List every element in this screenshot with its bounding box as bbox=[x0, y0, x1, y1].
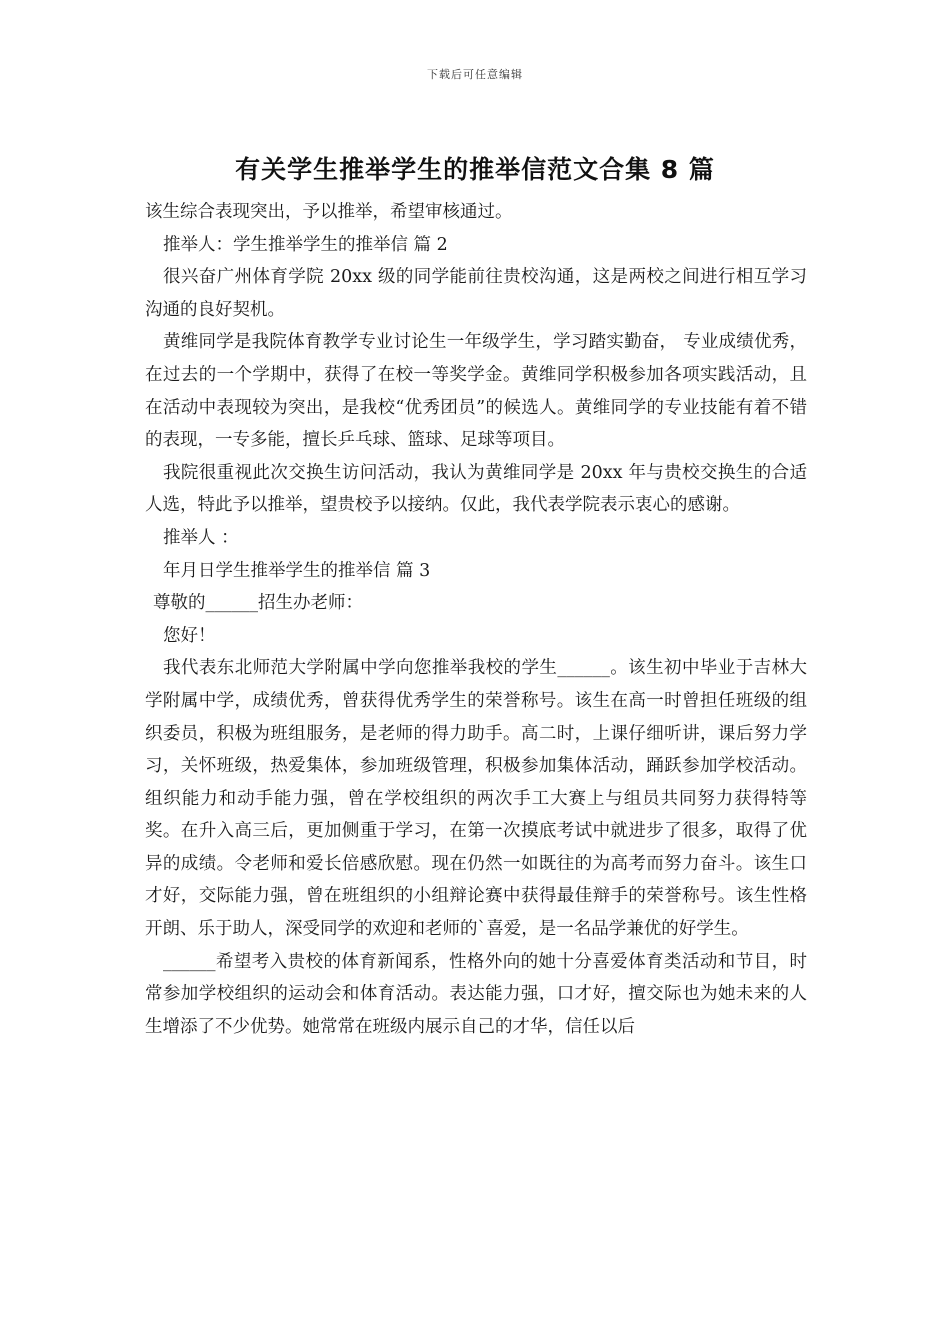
document-body bbox=[145, 196, 807, 1043]
paragraph-aspiration: ______希望考入贵校的体育新闻系，性格外向的她十分喜爱体育类活动和节目，时常参加学校组织的运动会和体育活动。表达能力强，口才好，擅交际也为她未来的人生增添了不少优势。她常常在班级内展示自己的才华，信任以后 bbox=[145, 951, 807, 1037]
paragraph-recommender: 推举人 ： bbox=[163, 527, 239, 548]
paragraph-exchange-intro: 很兴奋广州体育学院 20xx 级的同学能前往贵校沟通，这是两校之间进行相互学习沟通的良好契机。 bbox=[145, 267, 807, 320]
paragraph-greeting: 您好！ bbox=[163, 625, 216, 646]
paragraph-student-description: 我代表东北师范大学附属中学向您推举我校的学生______。该生初中毕业于吉林大学附属中学，成绩优秀，曾获得优秀学生的荣誉称号。该生在高一时曾担任班级的组织委员，积极为班组服务，是老师的得力助手。高二时，上课仔细听讲，课后努力学习，关怀班级，热爱集体，参加班级管理，积极参加集体活动，踊跃参加学校活动。组织能力和动手能力强，曾在学校组织的两次手工大赛上与组员共同努力获得特等奖。在升入高三后，更加侧重于学习，在第一次摸底考试中就进步了很多，取得了优异的成绩。令老师和爱长倍感欣慰。现在仍然一如既往的为高考而努力奋斗。该生口才好，交际能力强，曾在班组织的小组辩论赛中获得最佳辩手的荣誉称号。该生性格开朗、乐于助人，深受同学的欢迎和老师的`喜爱，是一名品学兼优的好学生。 bbox=[145, 658, 807, 940]
paragraph-salutation: 尊敬的______招生办老师： bbox=[153, 593, 363, 614]
paragraph-recommendation: 我院很重视此次交换生访问活动，我认为黄维同学是 20xx 年与贵校交换生的合适人选，特此予以推举，望贵校予以接纳。仅此，我代表学院表示衷心的感谢。 bbox=[145, 462, 807, 516]
header-note: 下载后可任意编辑 bbox=[427, 68, 523, 81]
paragraph-section3-heading: 年月日学生推举学生的推举信 篇 3 bbox=[163, 560, 431, 581]
document-title: 有关学生推举学生的推举信范文合集 8 篇 bbox=[235, 155, 715, 184]
paragraph-closing: 该生综合表现突出，予以推举，希望审核通过。 bbox=[145, 202, 513, 222]
paragraph-recommender-heading: 推举人：学生推举学生的推举信 篇 2 bbox=[163, 234, 448, 255]
paragraph-student-profile: 黄维同学是我院体育教学专业讨论生一年级学生，学习踏实勤奋， 专业成绩优秀， 在过去的一个学期中，获得了在校一等奖学金。黄维同学积极参加各项实践活动，且在活动中表现较为突出，是我校“优秀团员”的候选人。黄维同学的专业技能有着不错的表现，一专多能，擅长乒乓球、篮球、足球等项目。 bbox=[145, 332, 807, 451]
